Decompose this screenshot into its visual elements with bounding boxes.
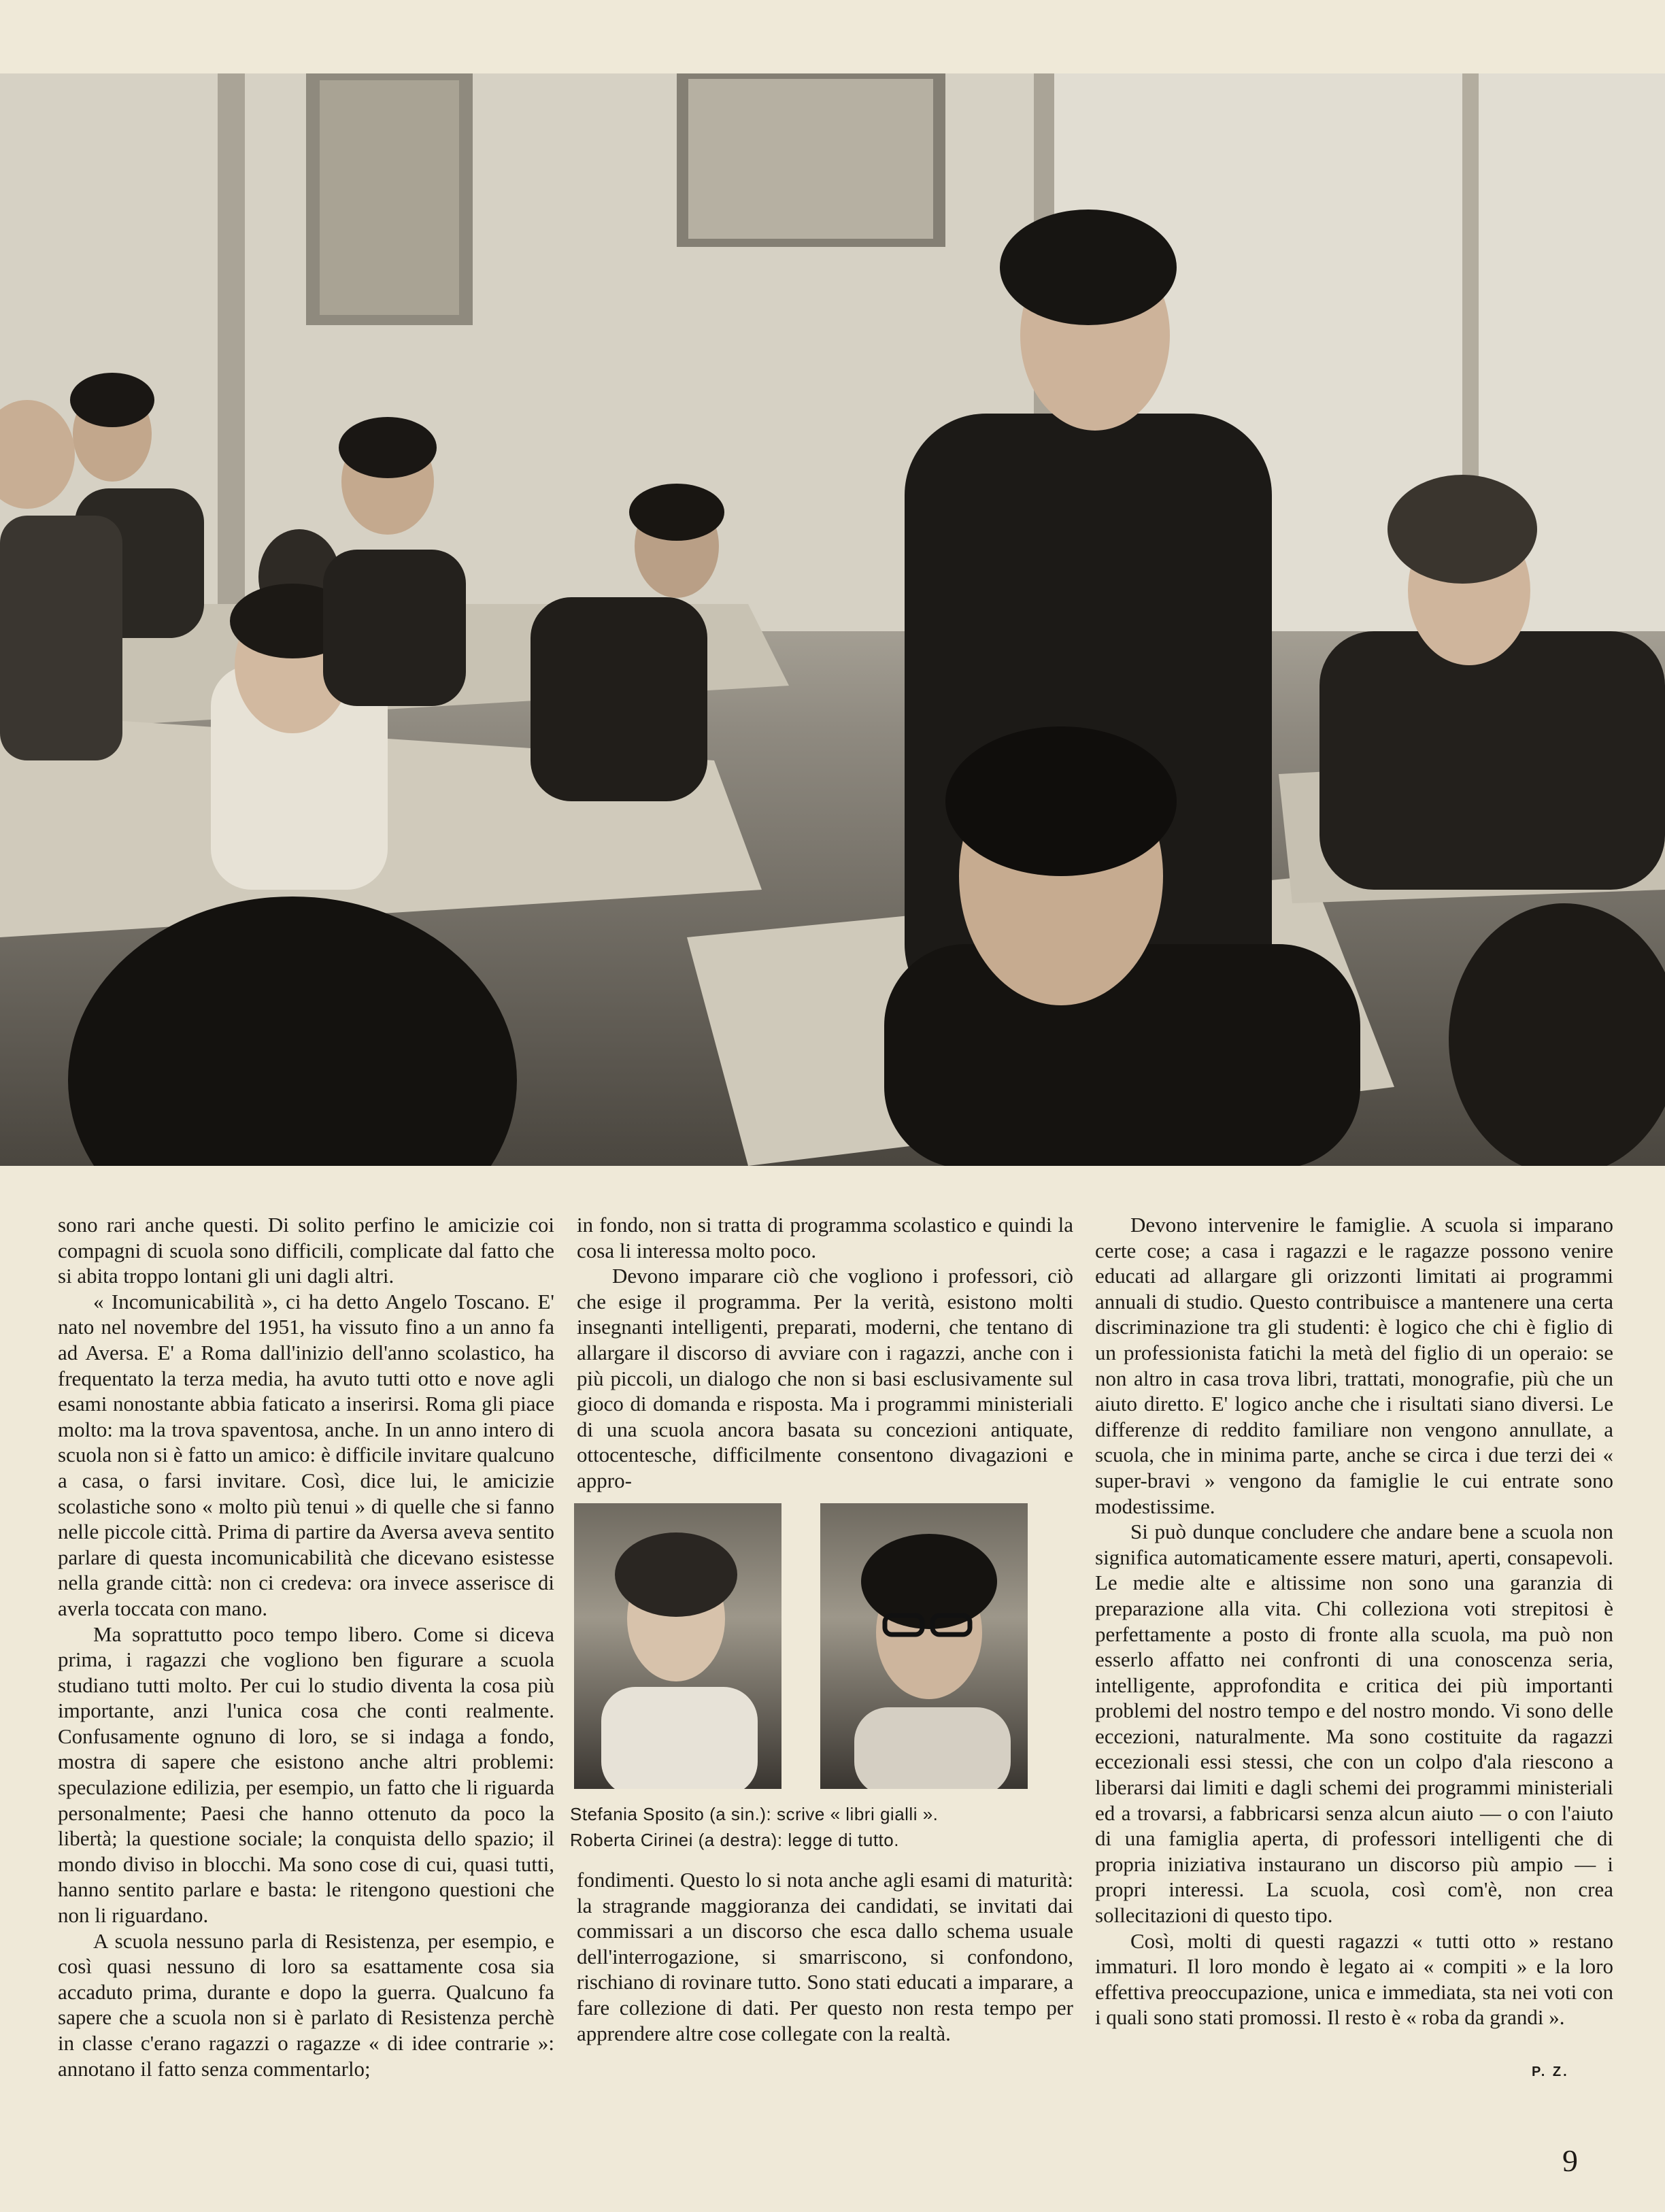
paragraph: Ma soprattutto poco tempo libero. Come si diceva prima, i ragazzi che vogliono ben figurare a scuola studiano tutti molto. Per cui lo studio diventa la cosa più importante, anzi l'unica cosa che conti realmente. Confusamente ognuno di loro, se si indaga a fondo, mostra di sapere che esistono anche altri problemi: speculazione edilizia, per esempio, un fatto che li riguarda personalmente; Paesi che hanno ottenuto da poco la libertà; la questione sociale; la conquista dello spazio; il mondo diviso in blocchi. Ma sono cose di cui, quasi tutti, hanno sentito parlare e basta: le ritengono questioni che non li riguardano. bbox=[58, 1622, 554, 1928]
paragraph: Così, molti di questi ragazzi « tutti otto » restano immaturi. Il loro mondo è legato ai « compiti » e la loro effettiva preoccupazione, unica e immediata, sta nei voti con i quali sono stati promossi. Il resto è « roba da grandi ». bbox=[1095, 1928, 1613, 2030]
photo-caption bbox=[570, 1801, 1100, 1853]
caption-line: Stefania Sposito (a sin.): scrive « libri gialli ». bbox=[570, 1804, 939, 1824]
article-column-2-bottom bbox=[577, 1867, 1073, 2046]
paragraph: sono rari anche questi. Di solito perfino le amicizie coi compagni di scuola sono difficili, complicate dal fatto che si abita troppo lontani gli uni dagli altri. bbox=[58, 1213, 554, 1288]
article-column-3 bbox=[1095, 1212, 1613, 2030]
classroom-photo bbox=[0, 73, 1665, 1166]
paragraph: in fondo, non si tratta di programma scolastico e quindi la cosa li interessa molto poco. bbox=[577, 1213, 1073, 1262]
article-column-1 bbox=[58, 1212, 554, 2081]
paragraph: fondimenti. Questo lo si nota anche agli esami di maturità: la stragrande maggioranza dei candidati, se invitati dai commissari a un discorso che esca dallo schema usuale dell'interrogazione, si smarriscono, si confondono, rischiano di rovinare tutto. Sono stati educati a imparare, a fare collezione di dati. Per questo non resta tempo per apprendere altre cose collegate con la realtà. bbox=[577, 1868, 1073, 2045]
paragraph: « Incomunicabilità », ci ha detto Angelo Toscano. E' nato nel novembre del 1951, ha vissuto fino a un anno fa ad Aversa. E' a Roma dall'inizio dell'anno scolastico, ha frequentato la terza media, ha avuto tutti otto e nove agli esami nonostante abbia faticato a inserirsi. Roma gli piace molto: ma la trova spaventosa, anche. In un anno intero di scuola non si è fatto un amico: è difficile invitare qualcuno a casa, o farsi invitare. Così, dice lui, le amicizie scolastiche sono « molto più tenui » di quelle che si fanno nelle piccole città. Prima di partire da Aversa aveva sentito parlare di questa incomunicabilità che dicevano esistesse nella grande città: non ci credeva: ora invece asserisce di averla toccata con mano. bbox=[58, 1289, 554, 1620]
portrait-photo-left bbox=[574, 1503, 781, 1789]
paragraph: A scuola nessuno parla di Resistenza, per esempio, e così quasi nessuno di loro sa esattamente cosa sia accaduto prima, durante e dopo la guerra. Qualcuno fa sapere che a scuola non si è parlato di Resistenza perchè in classe c'erano ragazzi o ragazze « di idee contrarie »: annotano il fatto senza commentarlo; bbox=[58, 1928, 554, 2081]
caption-line: Roberta Cirinei (a destra): legge di tutto. bbox=[570, 1830, 899, 1850]
paragraph: Devono intervenire le famiglie. A scuola si imparano certe cose; a casa i ragazzi e le ragazze possono venire educati ad allargare gli orizzonti limitati ai programmi annuali di studio. Questo contribuisce a mantenere una certa discriminazione tra gli studenti: è logico che chi è figlio di un professionista fatichi la metà del figlio di un operaio: se non altro in casa trova libri, trattati, monografie, più che un aiuto diretto. E' logico anche che i risultati siano diversi. Le differenze di reddito familiare non vengono annullate, a scuola, che in minima parte, anche se circa i due terzi dei « super-bravi » vengono da famiglie le cui entrate sono modestissime. bbox=[1095, 1213, 1613, 1518]
article-column-2-top bbox=[577, 1212, 1073, 1494]
paragraph: Devono imparare ciò che vogliono i professori, ciò che esige il programma. Per la verità, esistono molti insegnanti intelligenti, preparati, moderni, che tentano di allargare il discorso di avviare con i ragazzi, anche con i più piccoli, un dialogo che non si basi esclusivamente sul gioco di domanda e risposta. Ma i programmi ministeriali di una scuola ancora basata su concezioni antiquate, ottocentesche, difficilmente consentono divagazioni e appro- bbox=[577, 1264, 1073, 1492]
portrait-photo-right bbox=[820, 1503, 1028, 1789]
classroom-photo-illustration bbox=[0, 73, 1665, 1166]
paragraph: Si può dunque concludere che andare bene a scuola non significa automaticamente essere maturi, aperti, consapevoli. Le medie alte e altissime non sono una garanzia di preparazione alla vita. Chi colleziona voti strepitosi è perfettamente a posto di fronte alla scuola, ma può non esserlo affatto nei confronti di una conoscenza seria, intelligente, approfondita e critica dei più importanti problemi del nostro tempo e del nostro mondo. Vi sono delle eccezioni, naturalmente. Ma sono costituite da ragazzi eccezionali essi stessi, che con un colpo d'ala riescono a liberarsi dai limiti e dagli schemi dei programmi ministeriali ed a trovarsi, a fabbricarsi senza alcun aiuto — o con l'aiuto di una famiglia aperta, di professori intelligenti che di propria iniziativa instaurano un discorso più ampio — i propri interessi. La scuola, così com'è, non crea sollecitazioni di questo tipo. bbox=[1095, 1520, 1613, 1928]
author-signature: P. Z. bbox=[1532, 2064, 1569, 2079]
page-number: 9 bbox=[1562, 2143, 1578, 2178]
portrait-insets bbox=[570, 1503, 1100, 1789]
